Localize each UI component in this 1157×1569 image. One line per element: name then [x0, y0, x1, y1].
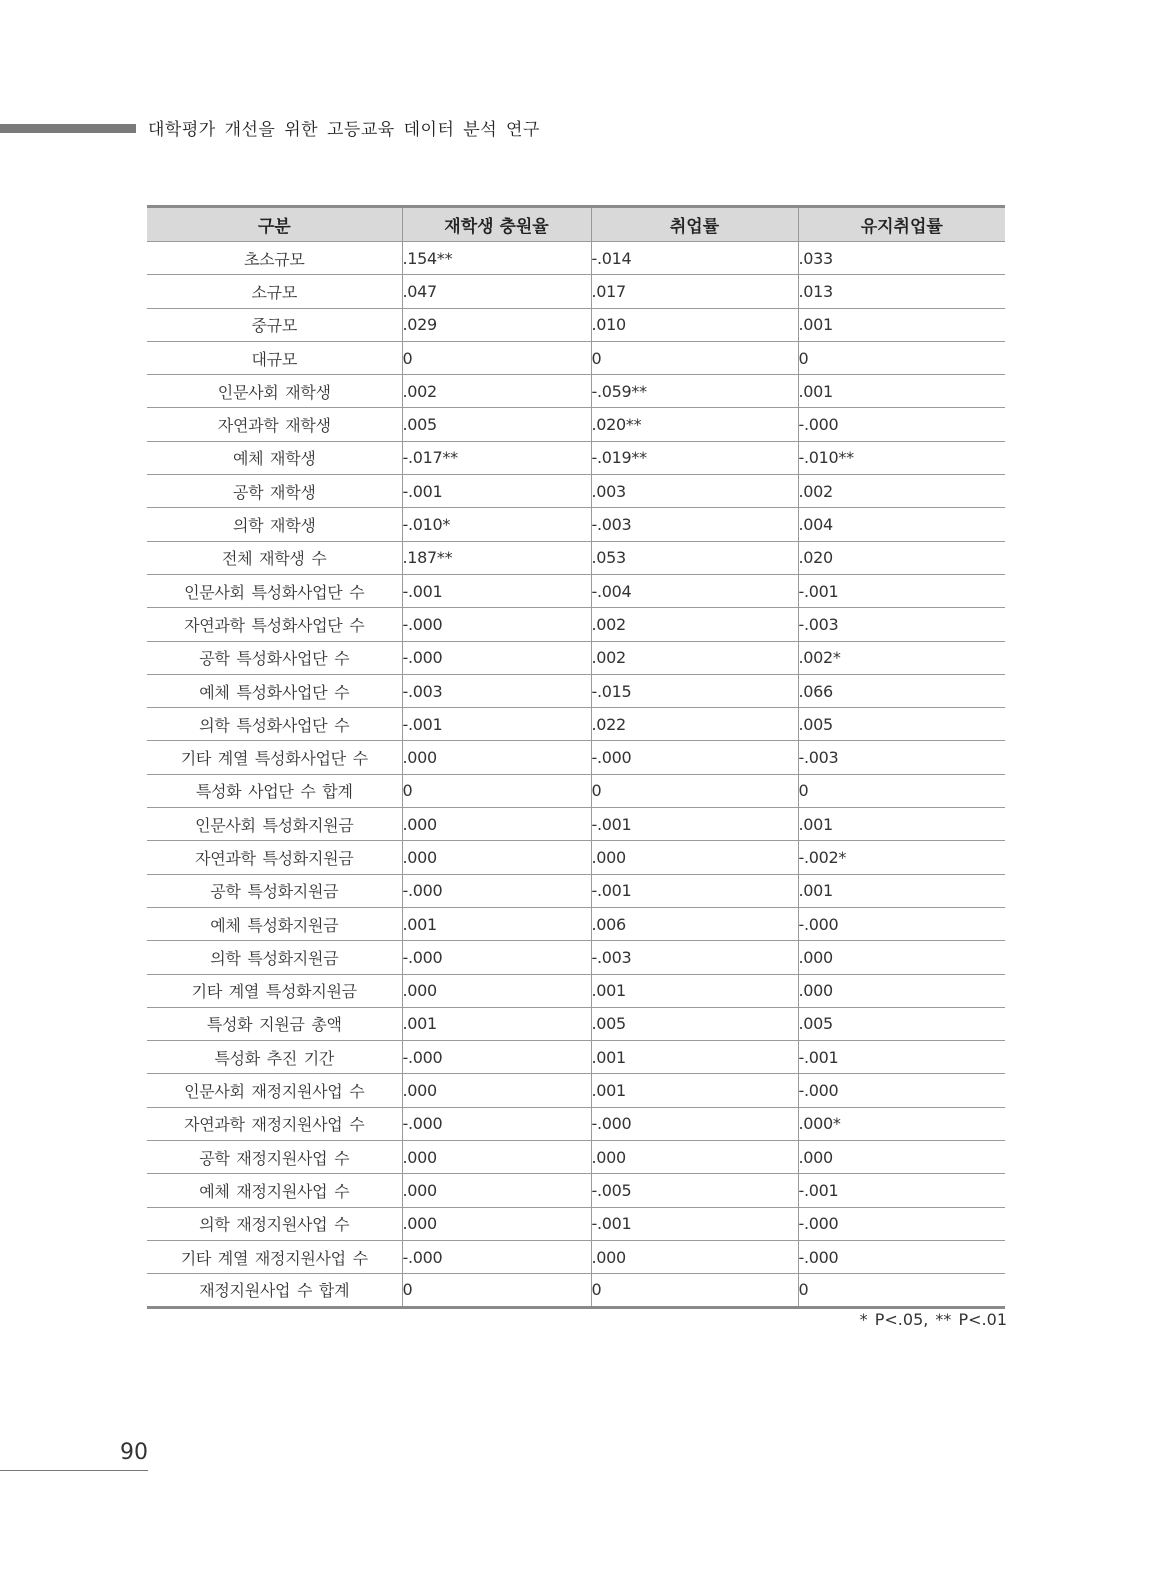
enrollment-rate-value: .000 [402, 1207, 591, 1240]
table-row [147, 408, 1005, 441]
table-row [147, 475, 1005, 508]
employment-rate-value: -.001 [591, 1207, 798, 1240]
employment-rate-value: .002 [591, 608, 798, 641]
row-label: 재정지원사업 수 합계 [147, 1274, 402, 1307]
retained-employment-rate-value: .033 [798, 242, 1005, 275]
enrollment-rate-value: -.003 [402, 674, 591, 707]
table-row [147, 341, 1005, 374]
employment-rate-value: .053 [591, 541, 798, 574]
enrollment-rate-value: -.010* [402, 508, 591, 541]
employment-rate-value: .002 [591, 641, 798, 674]
employment-rate-value: .000 [591, 1240, 798, 1273]
table-row [147, 808, 1005, 841]
employment-rate-value: 0 [591, 774, 798, 807]
table-row [147, 708, 1005, 741]
retained-employment-rate-value: .000 [798, 974, 1005, 1007]
table-row [147, 1041, 1005, 1074]
row-label: 기타 계열 재정지원사업 수 [147, 1240, 402, 1273]
row-label: 인문사회 특성화지원금 [147, 808, 402, 841]
table-row [147, 941, 1005, 974]
retained-employment-rate-value: .013 [798, 275, 1005, 308]
running-title: 대학평가 개선을 위한 고등교육 데이터 분석 연구 [148, 120, 540, 140]
employment-rate-value: .017 [591, 275, 798, 308]
table-row [147, 608, 1005, 641]
retained-employment-rate-value: .005 [798, 708, 1005, 741]
table-row [147, 1174, 1005, 1207]
employment-rate-value: .022 [591, 708, 798, 741]
table-row [147, 308, 1005, 341]
table-header-row [147, 207, 1005, 242]
retained-employment-rate-value: .002 [798, 475, 1005, 508]
row-label: 초소규모 [147, 242, 402, 275]
enrollment-rate-value: -.000 [402, 874, 591, 907]
row-label: 인문사회 특성화사업단 수 [147, 574, 402, 607]
retained-employment-rate-value: -.003 [798, 741, 1005, 774]
table-row [147, 1007, 1005, 1040]
enrollment-rate-value: .000 [402, 1141, 591, 1174]
column-header-category: 구분 [147, 207, 402, 242]
employment-rate-value: -.014 [591, 242, 798, 275]
employment-rate-value: .000 [591, 841, 798, 874]
enrollment-rate-value: .001 [402, 1007, 591, 1040]
retained-employment-rate-value: -.000 [798, 408, 1005, 441]
enrollment-rate-value: .154** [402, 242, 591, 275]
enrollment-rate-value: .029 [402, 308, 591, 341]
employment-rate-value: .020** [591, 408, 798, 441]
row-label: 기타 계열 특성화지원금 [147, 974, 402, 1007]
row-label: 특성화 지원금 총액 [147, 1007, 402, 1040]
employment-rate-value: .006 [591, 907, 798, 940]
table-row [147, 874, 1005, 907]
row-label: 특성화 추진 기간 [147, 1041, 402, 1074]
column-header-employment-rate: 취업률 [591, 207, 798, 242]
enrollment-rate-value: 0 [402, 774, 591, 807]
retained-employment-rate-value: .000 [798, 941, 1005, 974]
enrollment-rate-value: .000 [402, 741, 591, 774]
row-label: 자연과학 특성화사업단 수 [147, 608, 402, 641]
row-label: 공학 특성화지원금 [147, 874, 402, 907]
employment-rate-value: .010 [591, 308, 798, 341]
retained-employment-rate-value: -.000 [798, 1207, 1005, 1240]
employment-rate-value: .001 [591, 974, 798, 1007]
employment-rate-value: -.019** [591, 441, 798, 474]
row-label: 예체 특성화사업단 수 [147, 674, 402, 707]
retained-employment-rate-value: -.010** [798, 441, 1005, 474]
table-row [147, 1074, 1005, 1107]
retained-employment-rate-value: .066 [798, 674, 1005, 707]
employment-rate-value: -.059** [591, 375, 798, 408]
enrollment-rate-value: 0 [402, 1274, 591, 1307]
row-label: 공학 특성화사업단 수 [147, 641, 402, 674]
employment-rate-value: .003 [591, 475, 798, 508]
retained-employment-rate-value: -.001 [798, 1041, 1005, 1074]
enrollment-rate-value: -.000 [402, 1041, 591, 1074]
page-number: 90 [120, 1440, 148, 1465]
employment-rate-value: -.015 [591, 674, 798, 707]
row-label: 의학 특성화지원금 [147, 941, 402, 974]
enrollment-rate-value: .047 [402, 275, 591, 308]
table-row [147, 1107, 1005, 1140]
employment-rate-value: .001 [591, 1074, 798, 1107]
table-row [147, 508, 1005, 541]
enrollment-rate-value: .000 [402, 841, 591, 874]
table-row [147, 774, 1005, 807]
row-label: 공학 재정지원사업 수 [147, 1141, 402, 1174]
employment-rate-value: -.005 [591, 1174, 798, 1207]
retained-employment-rate-value: .005 [798, 1007, 1005, 1040]
row-label: 자연과학 재정지원사업 수 [147, 1107, 402, 1140]
retained-employment-rate-value: .000* [798, 1107, 1005, 1140]
enrollment-rate-value: .005 [402, 408, 591, 441]
employment-rate-value: .001 [591, 1041, 798, 1074]
table-row [147, 974, 1005, 1007]
table-row [147, 1141, 1005, 1174]
table-row [147, 741, 1005, 774]
employment-rate-value: 0 [591, 1274, 798, 1307]
row-label: 의학 재학생 [147, 508, 402, 541]
footer-divider [0, 1470, 148, 1471]
enrollment-rate-value: -.001 [402, 708, 591, 741]
employment-rate-value: -.000 [591, 741, 798, 774]
retained-employment-rate-value: 0 [798, 341, 1005, 374]
row-label: 인문사회 재정지원사업 수 [147, 1074, 402, 1107]
employment-rate-value: -.001 [591, 808, 798, 841]
employment-rate-value: .000 [591, 1141, 798, 1174]
employment-rate-value: -.000 [591, 1107, 798, 1140]
retained-employment-rate-value: -.001 [798, 574, 1005, 607]
enrollment-rate-value: .187** [402, 541, 591, 574]
row-label: 예체 재학생 [147, 441, 402, 474]
row-label: 자연과학 특성화지원금 [147, 841, 402, 874]
row-label: 중규모 [147, 308, 402, 341]
column-header-retained-employment-rate: 유지취업률 [798, 207, 1005, 242]
retained-employment-rate-value: .002* [798, 641, 1005, 674]
retained-employment-rate-value: .001 [798, 375, 1005, 408]
table-row [147, 641, 1005, 674]
retained-employment-rate-value: .020 [798, 541, 1005, 574]
enrollment-rate-value: -.000 [402, 941, 591, 974]
column-header-enrollment-rate: 재학생 충원율 [402, 207, 591, 242]
retained-employment-rate-value: -.001 [798, 1174, 1005, 1207]
retained-employment-rate-value: -.000 [798, 1240, 1005, 1273]
row-label: 인문사회 재학생 [147, 375, 402, 408]
row-label: 의학 재정지원사업 수 [147, 1207, 402, 1240]
row-label: 기타 계열 특성화사업단 수 [147, 741, 402, 774]
enrollment-rate-value: -.000 [402, 641, 591, 674]
retained-employment-rate-value: -.003 [798, 608, 1005, 641]
table-row [147, 841, 1005, 874]
retained-employment-rate-value: -.000 [798, 1074, 1005, 1107]
results-table [147, 205, 1005, 1309]
table-row [147, 674, 1005, 707]
enrollment-rate-value: .000 [402, 1174, 591, 1207]
enrollment-rate-value: -.000 [402, 608, 591, 641]
employment-rate-value: -.003 [591, 941, 798, 974]
retained-employment-rate-value: .001 [798, 308, 1005, 341]
table-row [147, 574, 1005, 607]
table-row [147, 1240, 1005, 1273]
row-label: 소규모 [147, 275, 402, 308]
retained-employment-rate-value: .004 [798, 508, 1005, 541]
table-row [147, 441, 1005, 474]
employment-rate-value: 0 [591, 341, 798, 374]
enrollment-rate-value: -.001 [402, 475, 591, 508]
retained-employment-rate-value: -.000 [798, 907, 1005, 940]
enrollment-rate-value: -.000 [402, 1240, 591, 1273]
retained-employment-rate-value: 0 [798, 774, 1005, 807]
row-label: 특성화 사업단 수 합계 [147, 774, 402, 807]
table-row [147, 541, 1005, 574]
employment-rate-value: .005 [591, 1007, 798, 1040]
enrollment-rate-value: -.017** [402, 441, 591, 474]
enrollment-rate-value: .000 [402, 1074, 591, 1107]
table-body [147, 242, 1005, 1308]
row-label: 의학 특성화사업단 수 [147, 708, 402, 741]
row-label: 예체 특성화지원금 [147, 907, 402, 940]
row-label: 예체 재정지원사업 수 [147, 1174, 402, 1207]
significance-footnote: * P<.05, ** P<.01 [859, 1310, 1007, 1329]
row-label: 대규모 [147, 341, 402, 374]
table-row [147, 1274, 1005, 1307]
enrollment-rate-value: .000 [402, 974, 591, 1007]
enrollment-rate-value: 0 [402, 341, 591, 374]
table-row [147, 275, 1005, 308]
retained-employment-rate-value: .000 [798, 1141, 1005, 1174]
row-label: 전체 재학생 수 [147, 541, 402, 574]
table-row [147, 907, 1005, 940]
table-row [147, 375, 1005, 408]
employment-rate-value: -.003 [591, 508, 798, 541]
retained-employment-rate-value: .001 [798, 808, 1005, 841]
retained-employment-rate-value: -.002* [798, 841, 1005, 874]
enrollment-rate-value: .002 [402, 375, 591, 408]
retained-employment-rate-value: 0 [798, 1274, 1005, 1307]
header-decor-bar [0, 124, 136, 133]
enrollment-rate-value: -.001 [402, 574, 591, 607]
table-row [147, 1207, 1005, 1240]
enrollment-rate-value: -.000 [402, 1107, 591, 1140]
table-row [147, 242, 1005, 275]
retained-employment-rate-value: .001 [798, 874, 1005, 907]
row-label: 자연과학 재학생 [147, 408, 402, 441]
employment-rate-value: -.001 [591, 874, 798, 907]
employment-rate-value: -.004 [591, 574, 798, 607]
row-label: 공학 재학생 [147, 475, 402, 508]
enrollment-rate-value: .001 [402, 907, 591, 940]
enrollment-rate-value: .000 [402, 808, 591, 841]
